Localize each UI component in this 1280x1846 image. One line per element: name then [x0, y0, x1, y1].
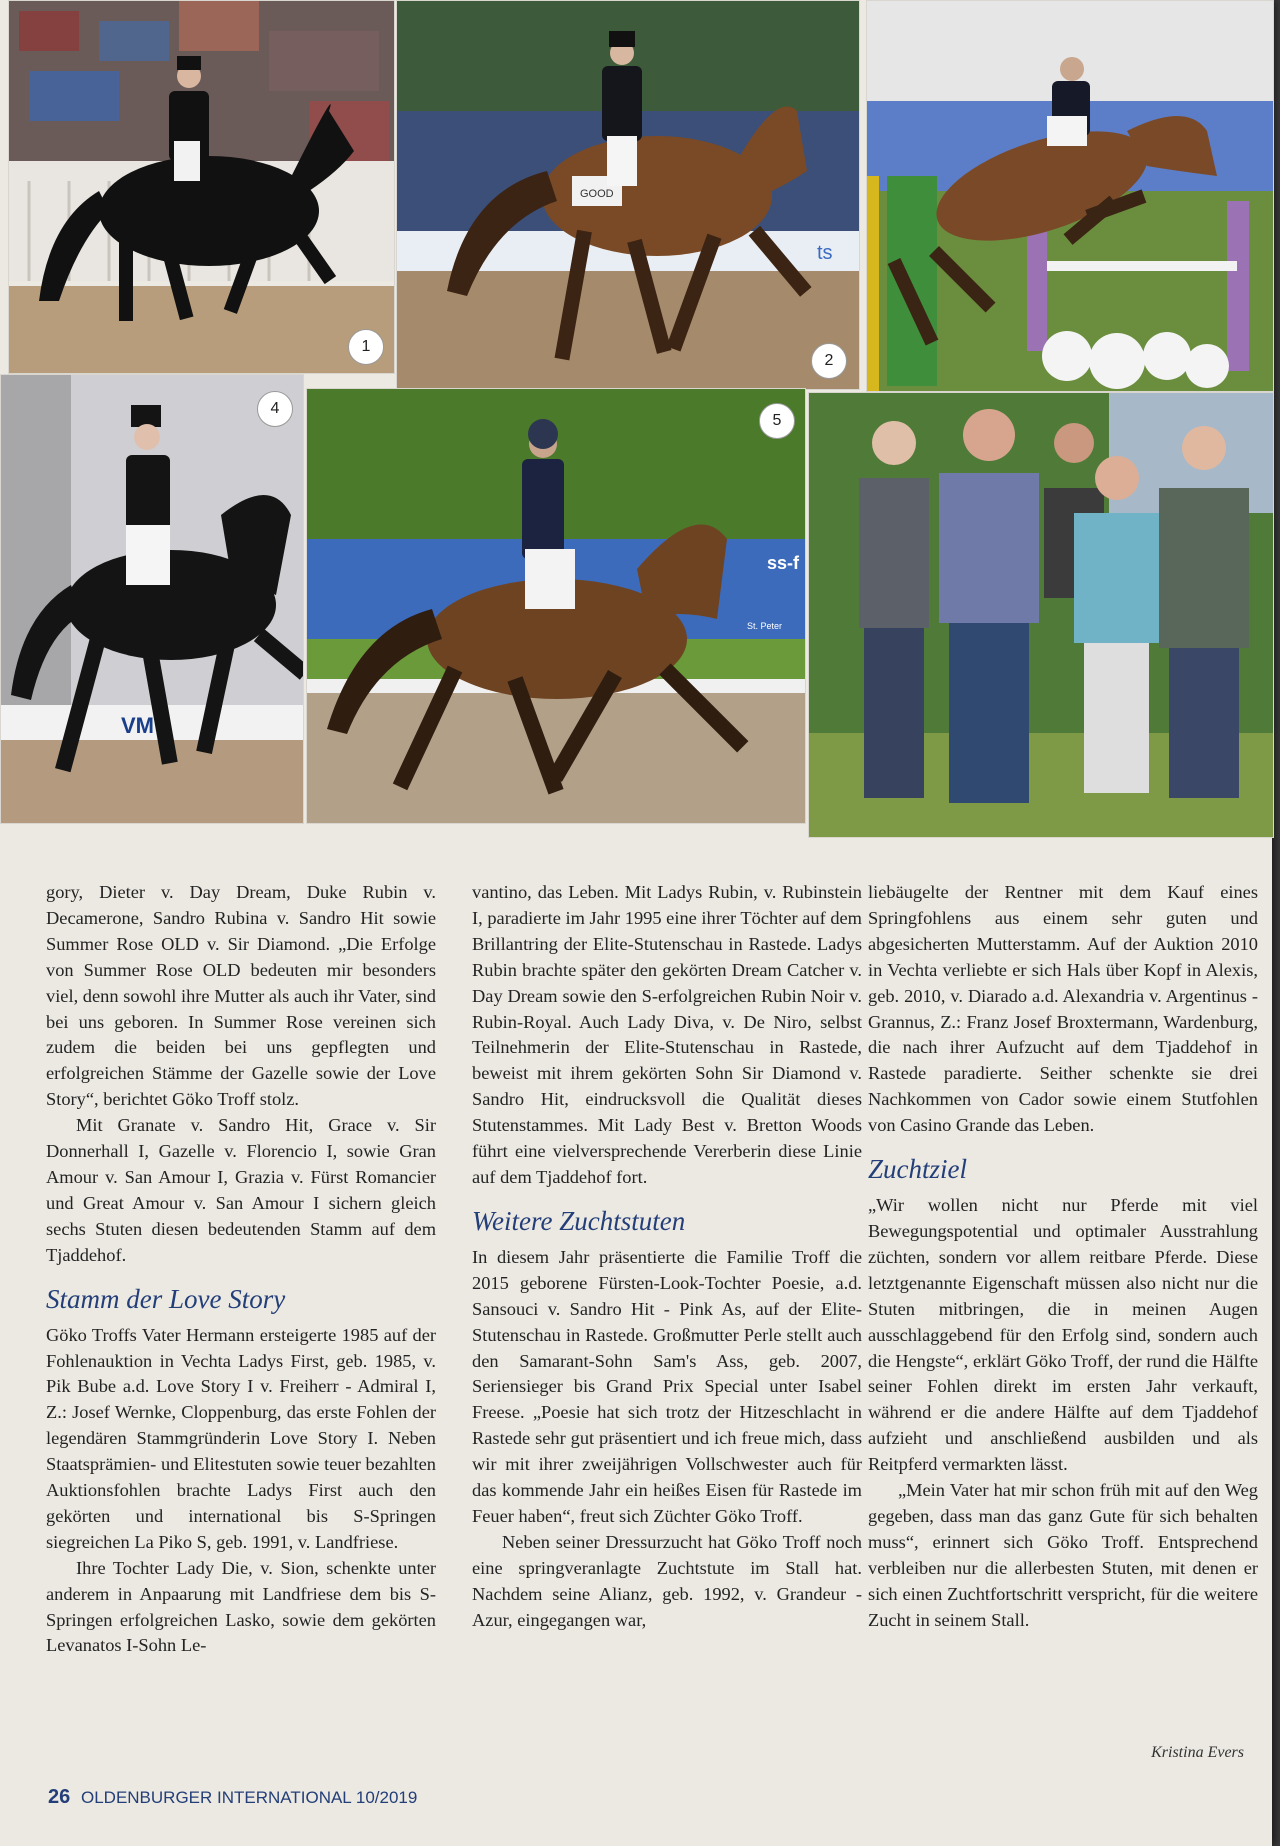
photo-5-scene: [307, 389, 805, 823]
photo-3-show-jumping: [866, 0, 1274, 392]
photo-1-dressage-stadium: [8, 0, 395, 374]
photo-2-bay-dressage: [396, 0, 860, 390]
photo-5-banner-subtext: St. Peter: [747, 621, 783, 631]
page-footer: [48, 1786, 417, 1809]
photo-1-number-badge: 1: [348, 329, 384, 365]
column-2-paragraph-1: vantino, das Leben. Mit Ladys Rubin, v. Rubinstein I, paradierte im Jahr 1995 eine ihrer Töchter auf dem Brillantring der Elite-Stutenschau in Rastede. Ladys Rubin brachte später den gekörten Dream Catcher v. Day Dream sowie den S-erfolgreichen Rubin Noir v. Rubin-Royal. Auch Lady Diva, v. De Niro, selbst Teilnehmerin der Elite-Stutenschau in Rastede, beweist mit ihrem gekörten Sohn Sir Diamond v. Sandro Hit, eindrucksvoll die Qualität dieses Stutenstammes. Mit Lady Best v. Bretton Woods führt eine vielversprechende Vererberin diese Linie auf dem Tjaddehof fort.: [472, 882, 862, 1187]
photo-4-scene: [1, 375, 303, 823]
subheading-stamm-der-love-story: Stamm der Love Story: [46, 1283, 286, 1314]
photo-5-bay-extended-trot: [306, 388, 806, 824]
photo-2-number-badge: 2: [811, 343, 847, 379]
photo-2-banner-text: ts: [817, 242, 833, 264]
column-1-paragraph-2: Mit Granate v. Sandro Hit, Grace v. Sir Donnerhall I, Gazelle v. Florencio I, sowie Gran Amour v. San Amour I, Grazia v. Fürst Romancier und Great Amour v. San Amour I sichern gleich sechs Stuten diesen bedeutenden Stamm auf dem Tjaddehof.: [46, 1115, 436, 1265]
photo-3-scene: [867, 1, 1273, 391]
photo-5-banner-text: ss-f: [767, 553, 800, 573]
column-1-paragraph-3: Göko Troffs Vater Hermann ersteigerte 1985 auf der Fohlenauktion in Vechta Ladys First, geb. 1985, v. Pik Bube a.d. Love Story I v. Freiherr - Admiral I, Z.: Josef Wernke, Cloppenburg, das erste Fohlen der legendären Stammgründerin Love Story I. Neben Staatsprämien- und Elitestuten sowie teuer bezahlten Auktionsfohlen brachte Ladys First auch den gekörten und international bis S-Springen siegreichen La Piko S, geb. 1991, v. Landfriese.: [46, 1324, 436, 1552]
author-signature: Kristina Evers: [1151, 1744, 1244, 1761]
photo-5-number-badge: 5: [759, 403, 795, 439]
subheading-weitere-zuchtstuten: Weitere Zuchtstuten: [472, 1205, 686, 1236]
column-1-paragraph-4: Ihre Tochter Lady Die, v. Sion, schenkte unter anderem in Anpaarung mit Landfriese dem bis S-Springen erfolgreichen Lasko, sowie dem gekörten Levanatos I-Sohn Le-: [46, 1557, 436, 1656]
photo-6-scene: [809, 393, 1273, 837]
column-3-paragraph-3: „Mein Vater hat mir schon früh mit auf den Weg gegeben, dass man das ganz Gute für sich behalten muss“, erinnert sich Göko Troff. Entsprechend verbleiben nur die allerbesten Stuten, mit denen er sich einen Zuchtfortschritt verspricht, für die weitere Zucht in seinem Stall.: [868, 1480, 1258, 1630]
column-3-paragraph-1: liebäugelte der Rentner mit dem Kauf eines Springfohlens aus einem sehr guten und abgesicherten Mutterstamm. Auf der Auktion 2010 in Vechta verliebte er sich Hals über Kopf in Alexis, geb. 2010, v. Diarado a.d. Alexandria v. Argentinus - Grannus, Z.: Franz Josef Broxtermann, Wardenburg, die nach ihrer Aufzucht auf dem Tjaddehof in Rastede paradierte. Seither schenkte sie drei Nachkommen von Cador sowie einem Stutfohlen von Casino Grande das Leben.: [868, 882, 1258, 1136]
photo-4-number-badge: 4: [257, 391, 293, 427]
subheading-zuchtziel: Zuchtziel: [868, 1154, 967, 1185]
column-1-paragraph-1: gory, Dieter v. Day Dream, Duke Rubin v. Decamerone, Sandro Rubina v. Sandro Hit sowie Summer Rose OLD v. Sir Diamond. „Die Erfolge von Summer Rose OLD bedeuten mir besonders viel, denn sowohl ihre Mutter als auch ihr Vater, sind bei uns geboren. In Summer Rose vereinen sich zudem die beiden bei uns gepflegten und erfolgreichen Stämme der Gazelle sowie der Love Story“, berichtet Göko Troff stolz.: [46, 882, 436, 1110]
article-column-1: [46, 880, 436, 1659]
magazine-name: OLDENBURGER INTERNATIONAL: [80, 1788, 352, 1807]
photo-2-scene: [397, 1, 859, 389]
photo-6-family-group: [808, 392, 1274, 838]
article-column-2: [472, 880, 862, 1633]
issue-date: 10/2019: [355, 1788, 418, 1807]
photo-1-scene: [9, 1, 394, 373]
photo-2-saddlecloth-text: GOOD: [580, 188, 614, 200]
article-column-3: [868, 880, 1258, 1633]
photo-4-banner-text: VM: [121, 713, 154, 738]
column-3-paragraph-2: „Wir wollen nicht nur Pferde mit viel Bewegungspotential und optimaler Ausstrahlung züchten, sondern vor allem reitbare Pferde. Diese letztgenannte Eigenschaft müssen also nicht nur die Stuten mitbringen, die in meinen Augen ausschlaggebend für den Erfolg sind, sondern auch die Hengste“, erklärt Göko Troff, der rund die Hälfte seiner Fohlen direkt im ersten Jahr verkauft, während er die andere Hälfte auf dem Tjaddehof aufzieht und anschließend ausbilden und als Reitpferd vermarkten lässt.: [868, 1195, 1258, 1475]
column-2-paragraph-3: Neben seiner Dressurzucht hat Göko Troff noch eine springveranlagte Zuchtstute im Stall hat. Nachdem seine Alianz, geb. 1992, v. Grandeur - Azur, eingegangen war,: [472, 1531, 862, 1630]
page-number: 26: [48, 1786, 71, 1808]
photo-4-dark-horse-dressage: [0, 374, 304, 824]
article-body: [46, 880, 1258, 1760]
column-2-paragraph-2: In diesem Jahr präsentierte die Familie Troff die 2015 geborene Fürsten-Look-Tochter Poesie, a.d. Sansouci v. Sandro Hit - Pink As, auf der Elite-Stutenschau in Rastede. Großmutter Perle stellt auch den Samarant-Sohn Sam's Ass, geb. 2007, Seriensieger bis Grand Prix Special unter Isabel Freese. „Poesie hat sich trotz der Hitzeschlacht in Rastede sehr gut präsentiert und ich freue mich, dass wir mit ihrer zweijährigen Vollschwester auch für das kommende Jahr ein heißes Eisen für Rastede im Feuer haben“, freut sich Züchter Göko Troff.: [472, 1246, 862, 1526]
